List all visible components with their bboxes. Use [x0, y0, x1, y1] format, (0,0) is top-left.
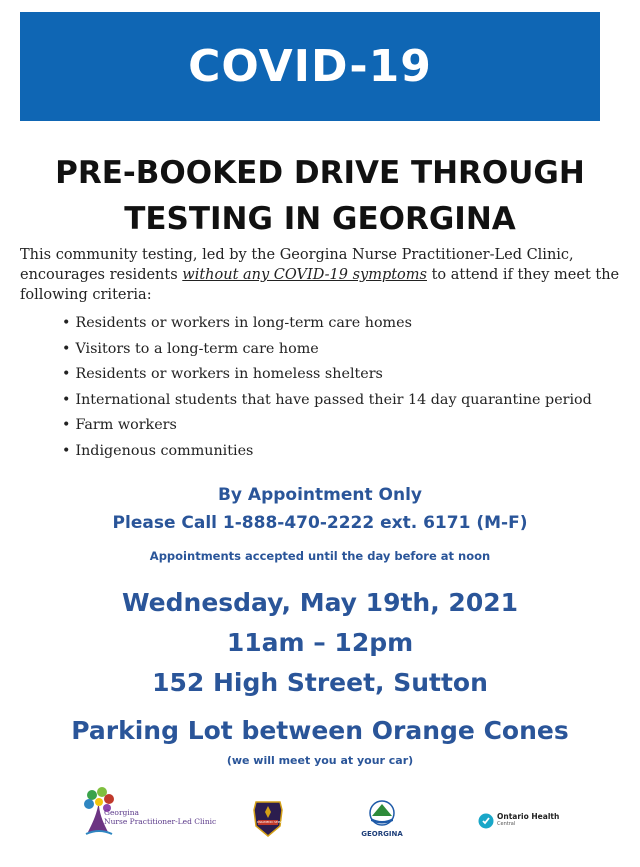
criteria-item: • Indigenous communities — [62, 439, 632, 465]
georgina-label: GEORGINA — [361, 830, 403, 838]
georgina-emblem-icon — [358, 800, 406, 828]
ontario-health-logo — [478, 812, 568, 832]
intro-text-1: This community testing, led by the Georgina Nurse Practitioner-Led Clinic, encourages residents — [20, 247, 574, 283]
criteria-item: • Farm workers — [62, 413, 632, 439]
sponsor-logos — [0, 780, 640, 860]
headline-line-1: PRE-BOOKED DRIVE THROUGH — [55, 155, 585, 191]
criteria-item: • Visitors to a long-term care home — [62, 337, 632, 363]
parking-location: Parking Lot between Orange Cones — [71, 716, 569, 745]
ontario-health-icon — [478, 813, 494, 829]
headline-line-2: TESTING IN GEORGINA — [124, 201, 516, 237]
banner-title: COVID-19 — [188, 41, 432, 92]
meet-note: (we will meet you at your car) — [226, 754, 414, 767]
ontario-health-name: Ontario Health Central — [497, 812, 560, 827]
paramedic-badge-icon — [252, 800, 288, 838]
georgina-logo — [358, 800, 406, 844]
event-address: 152 High Street, Sutton — [152, 668, 488, 697]
intro-emphasis: without any COVID-19 symptoms — [182, 267, 427, 283]
paramedic-logo — [252, 800, 288, 838]
paramedic-label: PARAMEDIC SERVICES — [257, 820, 288, 824]
phone-number: Please Call 1-888-470-2222 ext. 6171 (M-F) — [112, 513, 528, 533]
intro-text-2: to attend if they meet the following criteria: — [20, 267, 620, 303]
criteria-item: • International students that have passed their 14 day quarantine period — [62, 388, 632, 414]
covid-banner — [20, 12, 600, 121]
criteria-item: • Residents or workers in long-term care homes — [62, 311, 632, 337]
intro-paragraph — [20, 245, 620, 305]
headline — [0, 150, 640, 242]
event-date: Wednesday, May 19th, 2021 — [121, 588, 519, 617]
criteria-list — [62, 311, 632, 464]
appointment-note: Appointments accepted until the day before at noon — [149, 549, 491, 563]
appointment-only: By Appointment Only — [217, 485, 423, 505]
clinic-name: Georgina Nurse Practitioner-Led Clinic — [104, 808, 217, 826]
criteria-item: • Residents or workers in homeless shelters — [62, 362, 632, 388]
clinic-logo — [82, 786, 217, 838]
event-time: 11am – 12pm — [226, 628, 414, 657]
